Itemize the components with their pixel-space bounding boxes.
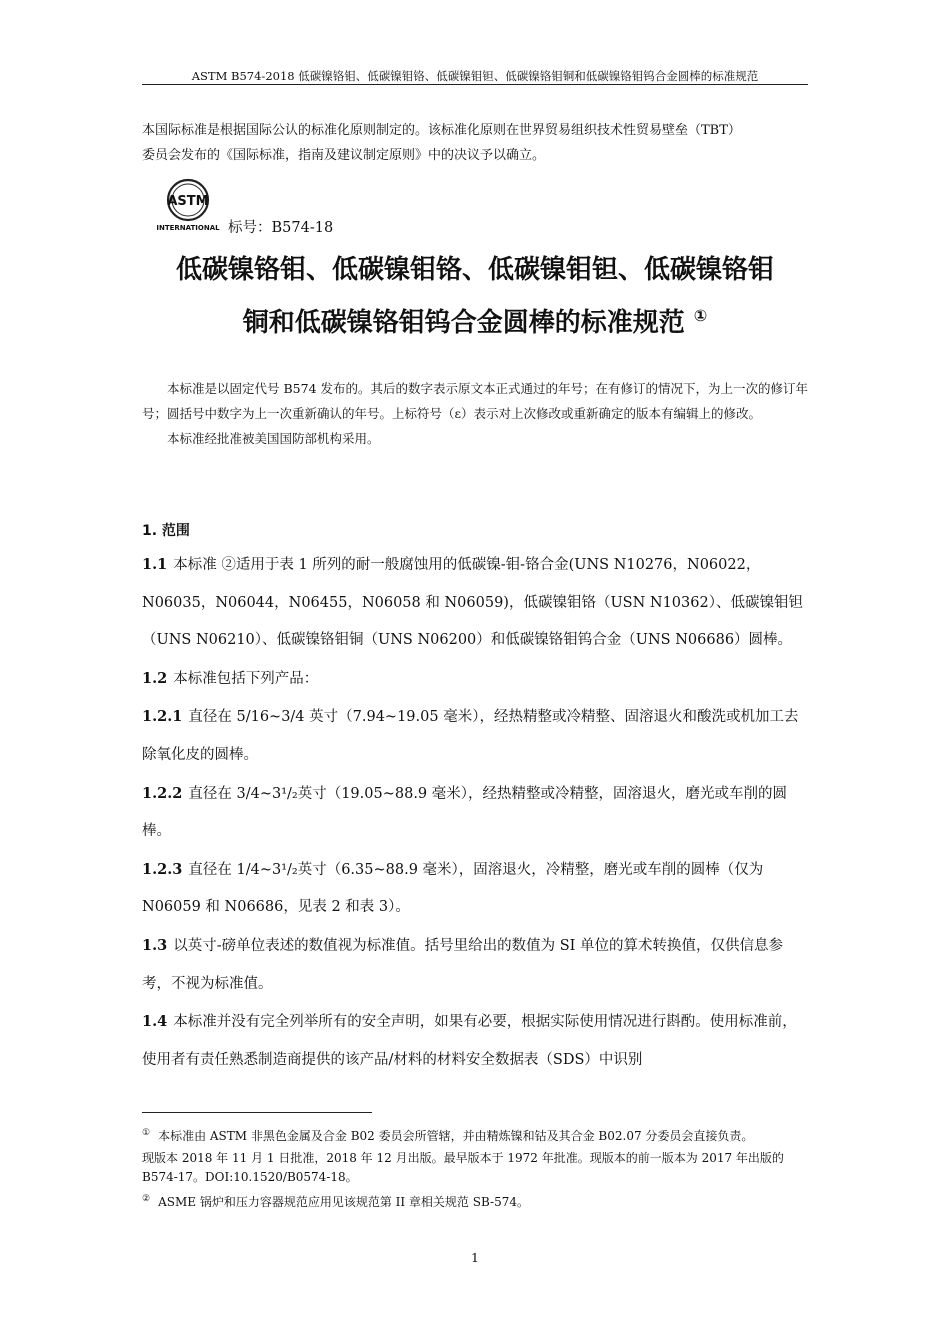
clause-number: 1.4: [142, 1013, 168, 1031]
footnote-rule: [142, 1112, 372, 1113]
footnotes: [142, 1124, 808, 1215]
footnote-text: 现版本 2018 年 11 月 1 日批准，2018 年 12 月出版。最早版本于 1972 年批准。现版本的前一版本为 2017 年出版的 B574-17。DOI:10.1520/B0574-18。: [142, 1151, 784, 1184]
clause-text: 以英寸-磅单位表述的数值视为标准值。括号里给出的数值为 SI 单位的算术转换值，仅供信息参考，不视为标准值。: [142, 937, 784, 992]
running-header: ASTM B574-2018 低碳镍铬钼、低碳镍钼铬、低碳镍钼钽、低碳镍铬钼铜和低碳镍铬钼钨合金圆棒的标准规范: [191, 69, 759, 83]
clause-number: 1.2.2: [142, 784, 183, 802]
logo-text-top: ASTM: [167, 194, 209, 209]
clause-1-2: [142, 660, 808, 699]
astm-logo: [155, 178, 221, 236]
footnote-text: ASME 锅炉和压力容器规范应用见该规范第 II 章相关规范 SB-574。: [158, 1195, 529, 1209]
clause-number: 1.2.3: [142, 860, 183, 878]
clause-text: 本标准包括下列产品：: [173, 670, 319, 687]
clause-1-1: [142, 546, 808, 660]
intro-paragraph: [142, 118, 808, 168]
clause-text: 直径在 1/4~3¹/₂英寸（6.35~88.9 毫米），固溶退火，冷精整，磨光或车削的圆棒（仅为 N06059 和 N06686，见表 2 和表 3）。: [142, 861, 764, 916]
title-line-1: 低碳镍铬钼、低碳镍钼铬、低碳镍钼钽、低碳镍铬钼: [175, 255, 774, 285]
title-line-2: 铜和低碳镍铬钼钨合金圆棒的标准规范: [242, 308, 685, 338]
title-footnote-mark: ①: [693, 306, 708, 325]
clause-1-3: [142, 927, 808, 1003]
footnote-text: 本标准由 ASTM 非黑色金属及合金 B02 委员会所管辖，并由精炼镍和钴及其合金 B02.07 分委员会直接负责。: [158, 1129, 754, 1143]
intro-line-1: 本国际标准是根据国际公认的标准化原则制定的。该标准化原则在世界贸易组织技术性贸易壁垒（TBT）: [142, 123, 741, 138]
clause-number: 1.2.1: [142, 708, 183, 726]
clause-1-2-2: [142, 775, 808, 851]
intro-line-2: 委员会发布的《国际标准，指南及建议制定原则》中的决议予以确立。: [142, 148, 546, 163]
footnote-mark: ①: [142, 1128, 151, 1138]
preamble: [142, 376, 808, 451]
standard-designation: 标号：B574-18: [228, 220, 334, 236]
page-number: 1: [471, 1250, 479, 1265]
clause-number: 1.3: [142, 936, 168, 954]
clause-text: 本标准并没有完全列举所有的安全声明，如果有必要，根据实际使用情况进行斟酌。使用标准前，使用者有责任熟悉制造商提供的该产品/材料的材料安全数据表（SDS）中识别: [142, 1014, 797, 1068]
footnote-2: [142, 1190, 808, 1212]
preamble-paragraph-2: 本标准经批准被美国国防部机构采用。: [167, 431, 380, 446]
page-title: [142, 248, 808, 346]
clause-text: 直径在 5/16~3/4 英寸（7.94~19.05 毫米），经热精整或冷精整、固溶退火和酸洗或机加工去除氧化皮的圆棒。: [142, 709, 799, 763]
logo-text-bottom: INTERNATIONAL: [156, 224, 220, 232]
preamble-paragraph-1: 本标准是以固定代号 B574 发布的。其后的数字表示原文本正式通过的年号；在有修订的情况下，为上一次的修订年号；圆括号中数字为上一次重新确认的年号。上标符号（ε）表示对上次修改或重新确定的版本有编辑上的修改。: [142, 381, 808, 421]
footnote-mark: ②: [142, 1194, 151, 1204]
clause-text: 本标准 ②适用于表 1 所列的耐一般腐蚀用的低碳镍-钼-铬合金(UNS N10276，N06022，N06035，N06044，N06455，N06058 和 N06059)，低碳镍钼铬（USN N10362）、低碳镍钼钽（UNS N06210）、低碳镍铬钼铜（UNS N06200）和低碳镍铬钼钨合金（UNS N06686）圆棒。: [142, 557, 803, 649]
section-heading-scope: 1. 范围: [142, 523, 190, 539]
clause-1-2-3: [142, 851, 808, 927]
header-rule: [142, 84, 808, 85]
clause-text: 直径在 3/4~3¹/₂英寸（19.05~88.9 毫米），经热精整或冷精整，固溶退火，磨光或车削的圆棒。: [142, 785, 788, 840]
scope-body: [142, 546, 808, 1079]
footnote-1: [142, 1124, 808, 1146]
footnote-1-continued: [142, 1149, 808, 1187]
clause-1-4: [142, 1003, 808, 1079]
clause-1-2-1: [142, 698, 808, 774]
clause-number: 1.2: [142, 669, 168, 687]
clause-number: 1.1: [142, 556, 168, 573]
